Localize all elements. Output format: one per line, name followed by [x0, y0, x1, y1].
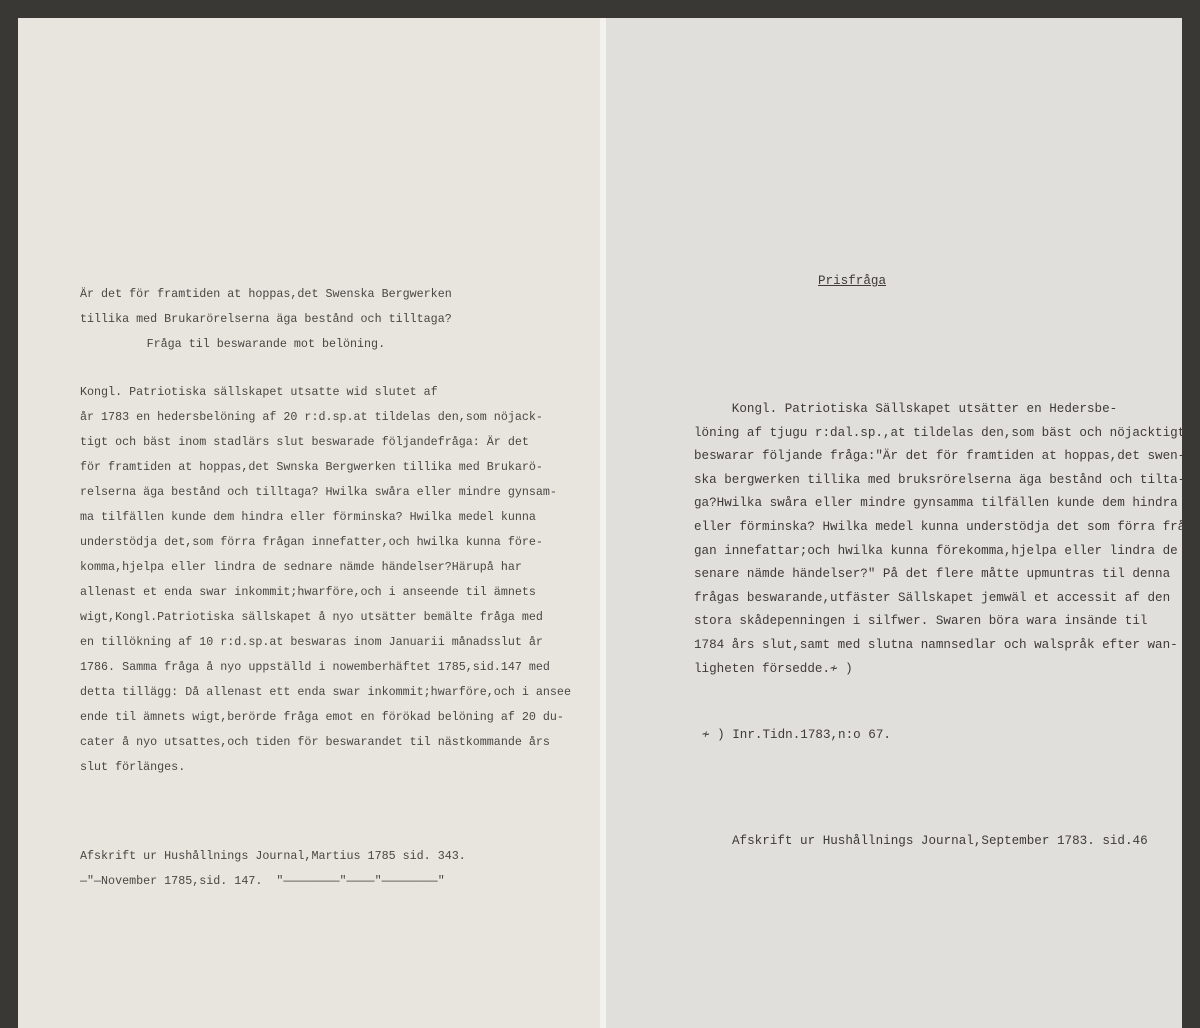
- text-line: detta tillägg: Då allenast ett enda swar inkommit;hwarföre,och i ansee: [80, 685, 571, 699]
- text-line: 1786. Samma fråga å nyo uppställd i nowemberhäftet 1785,sid.147 med: [80, 660, 550, 674]
- text-line: beswarar följande fråga:"Är det för framtiden at hoppas,det swen-: [694, 449, 1186, 464]
- text-line: tigt och bäst inom stadlärs slut beswarade följandefråga: Är det: [80, 435, 529, 449]
- text-line: ska bergwerken tillika med bruksrörelserna äga bestånd och tilta-: [694, 472, 1186, 487]
- text-line: komma,hjelpa eller lindra de sednare nämde händelser?Härupå har: [80, 560, 522, 574]
- text-line: allenast et enda swar inkommit;hwarföre,och i anseende til ämnets: [80, 585, 536, 599]
- text-line: Kongl. Patriotiska Sällskapet utsätter en Hedersbe-: [694, 402, 1118, 416]
- text-line: ligheten försedde.≁ ): [694, 661, 853, 676]
- right-page: [606, 18, 1193, 1028]
- text-line: ma tilfällen kunde dem hindra eller förminska? Hwilka medel kunna: [80, 510, 536, 524]
- text-line: gan innefattar;och hwilka kunna förekomma,hjelpa eller lindra de: [694, 543, 1178, 558]
- text-line: stora skådepenningen i silfwer. Swaren böra wara insände til: [694, 614, 1148, 629]
- source-note: Afskrift ur Hushållnings Journal,September 1783. sid.46: [732, 834, 1148, 848]
- footnote: ≁ ) Inr.Tidn.1783,n:o 67.: [702, 728, 891, 742]
- text-line: understödja det,som förra frågan innefatter,och hwilka kunna före-: [80, 535, 543, 549]
- right-body: [694, 398, 1193, 681]
- text-line: relserna äga bestånd och tilltaga? Hwilka swåra eller mindre gynsam-: [80, 485, 557, 499]
- text-line: Afskrift ur Hushållnings Journal,Martius 1785 sid. 343.: [80, 849, 466, 863]
- text-line: cater å nyo utsattes,och tiden för beswarandet til nästkommande års: [80, 735, 550, 749]
- text-line: Kongl. Patriotiska sällskapet utsatte wid slutet af: [80, 385, 438, 399]
- left-source: [80, 844, 466, 894]
- text-line: frågas beswarande,utfäster Sällskapet jemwäl et accessit af den: [694, 590, 1171, 605]
- text-line: löning af tjugu r:dal.sp.,at tildelas den,som bäst och nöjacktigt: [694, 425, 1186, 440]
- text-line: ende til ämnets wigt,berörde fråga emot en förökad belöning af 20 du-: [80, 710, 564, 724]
- text-line: —"—November 1785,sid. 147. "————————"————"————————": [80, 874, 445, 888]
- text-line: wigt,Kongl.Patriotiska sällskapet å nyo utsätter bemälte fråga med: [80, 610, 543, 624]
- left-heading: [80, 282, 452, 357]
- text-line: Är det för framtiden at hoppas,det Swenska Bergwerken: [80, 287, 452, 301]
- text-line: senare nämde händelser?" På det flere måtte upmuntras til denna: [694, 567, 1171, 582]
- left-page: [18, 18, 600, 1028]
- text-line: en tillökning af 10 r:d.sp.at beswaras inom Januarii månadsslut år: [80, 635, 543, 649]
- text-line: tillika med Brukarörelserna äga bestånd och tilltaga?: [80, 312, 452, 326]
- text-line: Fråga til beswarande mot belöning.: [146, 337, 386, 351]
- text-line: år 1783 en hedersbelöning af 20 r:d.sp.at tildelas den,som nöjack-: [80, 410, 543, 424]
- page-title: Prisfråga: [818, 274, 887, 288]
- text-line: 1784 års slut,samt med slutna namnsedlar och walspråk efter wan-: [694, 637, 1178, 652]
- left-body: [80, 380, 571, 780]
- text-line: för framtiden at hoppas,det Swnska Bergwerken tillika med Brukarö-: [80, 460, 543, 474]
- text-line: slut förlänges.: [80, 760, 186, 774]
- text-line: eller förminska? Hwilka medel kunna understödja det som förra frå-: [694, 519, 1193, 534]
- text-line: ga?Hwilka swåra eller mindre gynsamma tilfällen kunde dem hindra: [694, 496, 1178, 511]
